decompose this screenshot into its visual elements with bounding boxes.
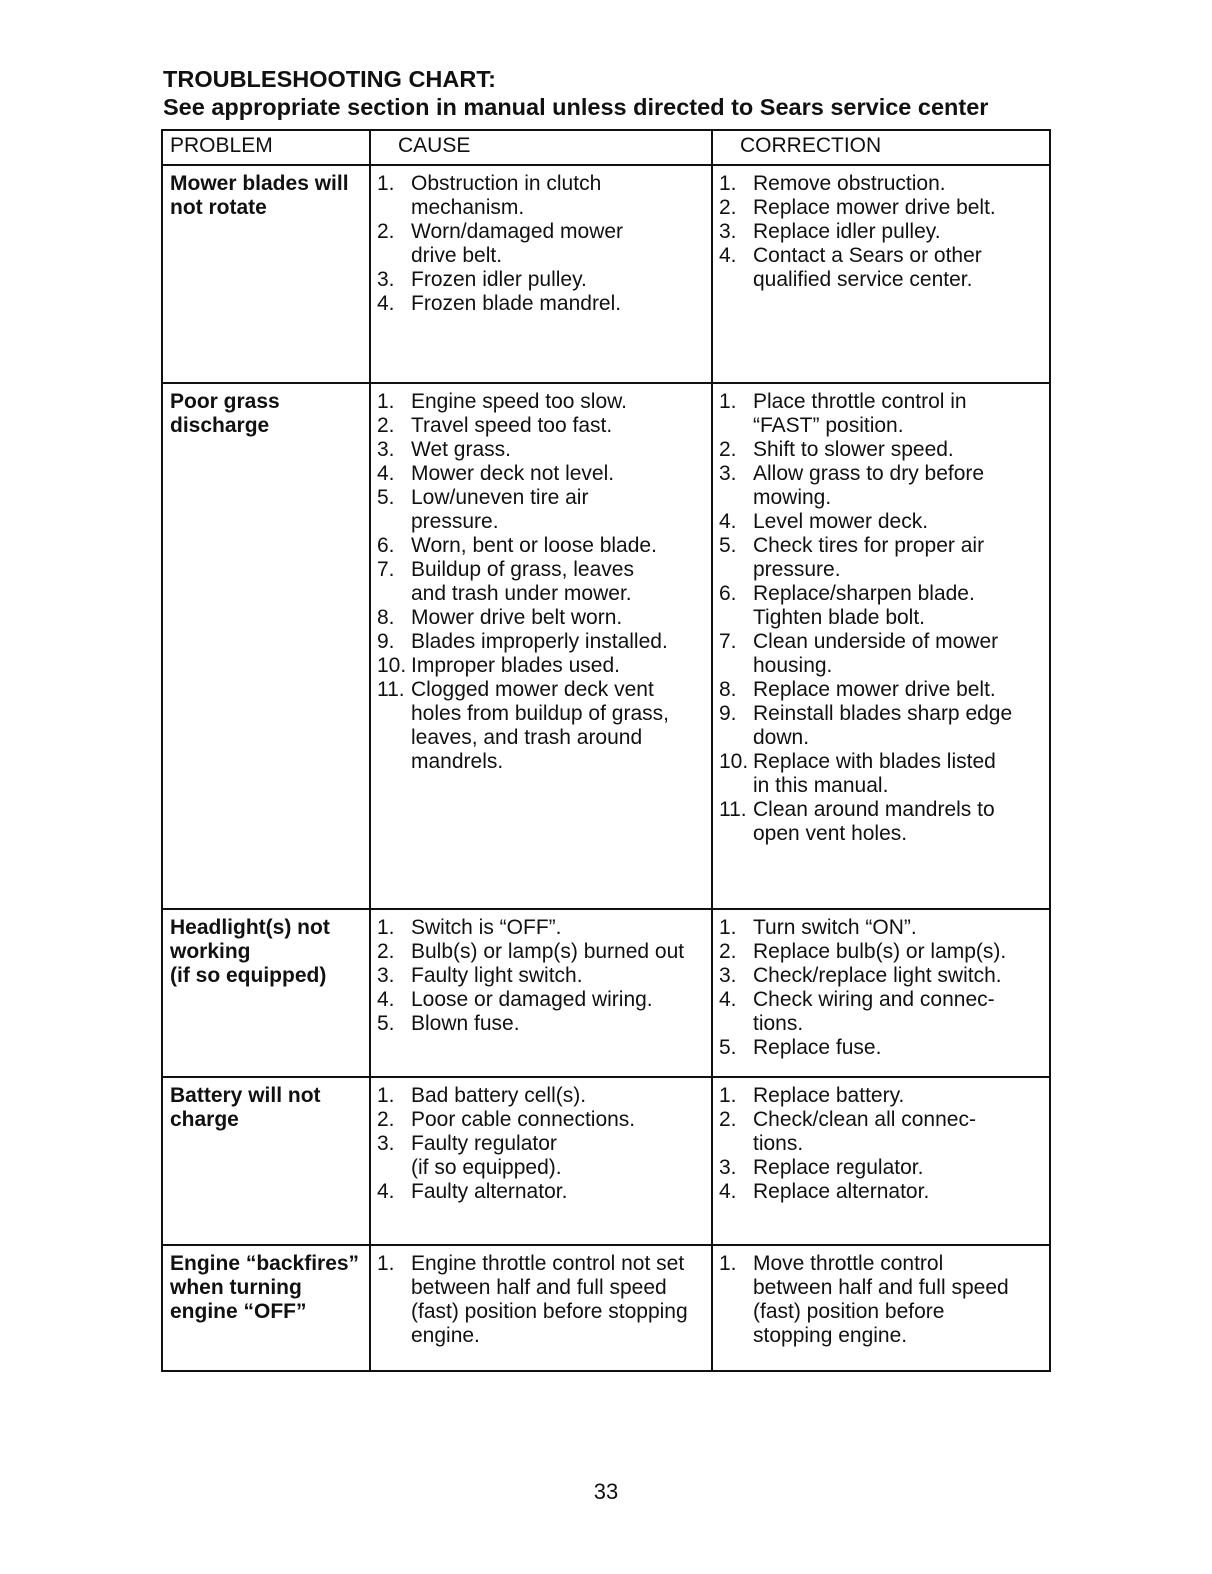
list-item	[719, 940, 1047, 964]
item-number: 2.	[719, 438, 737, 461]
item-number: 1.	[719, 1252, 737, 1275]
list-item	[377, 462, 709, 486]
item-text: Bad battery cell(s).	[411, 1084, 587, 1107]
list-item	[377, 988, 709, 1012]
list-item	[377, 438, 709, 462]
list-item	[719, 438, 1047, 462]
list-item	[719, 988, 1047, 1036]
list-item	[719, 510, 1047, 534]
problem-cell: Engine “backfires” when turning engine “OFF”	[162, 1245, 370, 1371]
list-item	[719, 220, 1047, 244]
list-item	[719, 798, 1047, 846]
item-text: Reinstall blades sharp edge down.	[753, 702, 1013, 749]
cause-list	[377, 172, 709, 316]
item-text: Check tires for proper air pressure.	[753, 534, 985, 581]
item-number: 2.	[719, 1108, 737, 1131]
item-number: 11.	[719, 798, 747, 821]
item-number: 10.	[719, 750, 749, 773]
item-text: Replace/sharpen blade. Tighten blade bolt.	[753, 582, 975, 629]
item-number: 3.	[719, 1156, 737, 1179]
cause-cell	[370, 383, 712, 909]
list-item	[719, 462, 1047, 510]
item-number: 7.	[719, 630, 737, 653]
item-text: Clean around mandrels to open vent holes.	[753, 798, 995, 845]
chart-subtitle: See appropriate section in manual unless directed to Sears service center	[163, 94, 989, 120]
item-number: 8.	[377, 606, 395, 629]
item-number: 6.	[719, 582, 737, 605]
item-text: Shift to slower speed.	[753, 438, 954, 461]
item-number: 2.	[377, 220, 395, 243]
item-number: 3.	[377, 1132, 395, 1155]
item-text: Blades improperly installed.	[411, 630, 668, 653]
item-number: 8.	[719, 678, 737, 701]
list-item	[377, 486, 709, 534]
item-number: 2.	[377, 414, 395, 437]
list-item	[719, 1180, 1047, 1204]
item-number: 1.	[719, 172, 737, 195]
list-item	[719, 678, 1047, 702]
item-text: Move throttle control between half and full speed (fast) position before stopping engine.	[753, 1252, 1009, 1347]
problem-column-header: PROBLEM	[162, 130, 370, 165]
table-row	[162, 1245, 1050, 1371]
item-text: Mower deck not level.	[411, 462, 615, 485]
item-text: Replace with blades listed in this manual.	[753, 750, 996, 797]
list-item	[377, 414, 709, 438]
list-item	[377, 390, 709, 414]
item-text: Replace regulator.	[753, 1156, 924, 1179]
list-item	[377, 940, 709, 964]
item-text: Faulty alternator.	[411, 1180, 568, 1203]
cause-cell	[370, 909, 712, 1077]
item-number: 1.	[377, 916, 395, 939]
cause-list	[377, 1084, 709, 1204]
item-text: Replace battery.	[753, 1084, 905, 1107]
page-number: 33	[593, 1479, 619, 1504]
item-number: 4.	[377, 988, 395, 1011]
item-number: 5.	[377, 486, 395, 509]
item-text: Improper blades used.	[411, 654, 620, 677]
item-number: 3.	[719, 964, 737, 987]
item-text: Replace fuse.	[753, 1036, 882, 1059]
table-row	[162, 383, 1050, 909]
table-row	[162, 1077, 1050, 1245]
item-number: 10.	[377, 654, 407, 677]
item-number: 1.	[377, 172, 395, 195]
item-number: 4.	[719, 510, 737, 533]
item-text: Blown fuse.	[411, 1012, 520, 1035]
item-text: Worn, bent or loose blade.	[411, 534, 657, 557]
item-number: 7.	[377, 558, 395, 581]
table-row	[162, 165, 1050, 383]
item-text: Level mower deck.	[753, 510, 929, 533]
list-item	[719, 1084, 1047, 1108]
list-item	[377, 1084, 709, 1108]
item-number: 1.	[719, 1084, 737, 1107]
item-text: Replace bulb(s) or lamp(s).	[753, 940, 1007, 963]
item-number: 4.	[377, 462, 395, 485]
item-text: Frozen blade mandrel.	[411, 292, 622, 315]
list-item	[377, 1108, 709, 1132]
list-item	[719, 916, 1047, 940]
header-row	[162, 130, 1050, 165]
item-text: Allow grass to dry before mowing.	[753, 462, 985, 509]
troubleshooting-table	[161, 129, 1051, 1372]
item-text: Wet grass.	[411, 438, 511, 461]
list-item	[719, 1036, 1047, 1060]
list-item	[719, 390, 1047, 438]
item-number: 9.	[719, 702, 737, 725]
list-item	[377, 964, 709, 988]
list-item	[719, 1252, 1047, 1348]
item-text: Remove obstruction.	[753, 172, 946, 195]
list-item	[377, 1012, 709, 1036]
item-number: 6.	[377, 534, 395, 557]
item-number: 1.	[377, 1252, 395, 1275]
item-number: 1.	[377, 1084, 395, 1107]
item-text: Low/uneven tire air pressure.	[411, 486, 589, 533]
item-text: Check/clean all connec- tions.	[753, 1108, 976, 1155]
correction-cell	[712, 383, 1050, 909]
list-item	[377, 558, 709, 606]
list-item	[377, 268, 709, 292]
list-item	[719, 534, 1047, 582]
cause-cell	[370, 1245, 712, 1371]
item-text: Switch is “OFF”.	[411, 916, 562, 939]
problem-cell: Mower blades will not rotate	[162, 165, 370, 383]
item-number: 4.	[719, 1180, 737, 1203]
item-number: 3.	[377, 268, 395, 291]
item-text: Clean underside of mower housing.	[753, 630, 999, 677]
item-number: 2.	[719, 940, 737, 963]
item-number: 11.	[377, 678, 405, 701]
item-number: 1.	[719, 916, 737, 939]
correction-column-header: CORRECTION	[712, 130, 1050, 165]
item-number: 2.	[719, 196, 737, 219]
item-text: Replace mower drive belt.	[753, 678, 996, 701]
cause-list	[377, 916, 709, 1036]
list-item	[377, 606, 709, 630]
item-number: 1.	[719, 390, 737, 413]
list-item	[377, 1180, 709, 1204]
item-text: Clogged mower deck vent holes from buildup of grass, leaves, and trash around mandrels.	[411, 678, 669, 773]
list-item	[377, 1132, 709, 1180]
item-text: Engine throttle control not set between half and full speed (fast) position before stopping engine.	[411, 1252, 688, 1347]
list-item	[719, 172, 1047, 196]
item-number: 4.	[377, 1180, 395, 1203]
item-text: Loose or damaged wiring.	[411, 988, 653, 1011]
item-number: 3.	[719, 462, 737, 485]
problem-cell: Headlight(s) not working (if so equipped)	[162, 909, 370, 1077]
item-number: 1.	[377, 390, 395, 413]
cause-column-header: CAUSE	[370, 130, 712, 165]
item-text: Buildup of grass, leaves and trash under mower.	[411, 558, 634, 605]
cause-list	[377, 390, 709, 774]
item-text: Poor cable connections.	[411, 1108, 636, 1131]
correction-cell	[712, 909, 1050, 1077]
correction-list	[719, 1252, 1047, 1348]
list-item	[377, 916, 709, 940]
item-text: Check/replace light switch.	[753, 964, 1002, 987]
item-number: 5.	[377, 1012, 395, 1035]
item-text: Replace idler pulley.	[753, 220, 941, 243]
item-number: 2.	[377, 940, 395, 963]
item-text: Travel speed too fast.	[411, 414, 613, 437]
correction-cell	[712, 1245, 1050, 1371]
item-text: Frozen idler pulley.	[411, 268, 587, 291]
item-number: 5.	[719, 1036, 737, 1059]
list-item	[719, 964, 1047, 988]
item-number: 9.	[377, 630, 395, 653]
item-text: Engine speed too slow.	[411, 390, 627, 413]
list-item	[377, 172, 709, 220]
table-row	[162, 909, 1050, 1077]
list-item	[719, 702, 1047, 750]
item-text: Replace mower drive belt.	[753, 196, 996, 219]
item-number: 5.	[719, 534, 737, 557]
list-item	[719, 630, 1047, 678]
list-item	[719, 1156, 1047, 1180]
list-item	[719, 582, 1047, 630]
list-item	[719, 750, 1047, 798]
correction-list	[719, 916, 1047, 1060]
item-number: 4.	[377, 292, 395, 315]
list-item	[719, 196, 1047, 220]
correction-cell	[712, 1077, 1050, 1245]
list-item	[719, 244, 1047, 292]
chart-title: TROUBLESHOOTING CHART:	[163, 66, 496, 92]
item-number: 3.	[377, 438, 395, 461]
item-text: Turn switch “ON”.	[753, 916, 917, 939]
item-text: Replace alternator.	[753, 1180, 930, 1203]
list-item	[377, 292, 709, 316]
problem-cell: Poor grass discharge	[162, 383, 370, 909]
cause-cell	[370, 1077, 712, 1245]
item-text: Contact a Sears or other qualified service center.	[753, 244, 982, 291]
item-text: Worn/damaged mower drive belt.	[411, 220, 624, 267]
correction-list	[719, 1084, 1047, 1204]
list-item	[377, 1252, 709, 1348]
item-text: Bulb(s) or lamp(s) burned out	[411, 940, 685, 963]
list-item	[377, 630, 709, 654]
item-text: Place throttle control in “FAST” position.	[753, 390, 967, 437]
item-text: Mower drive belt worn.	[411, 606, 623, 629]
cause-cell	[370, 165, 712, 383]
problem-cell: Battery will not charge	[162, 1077, 370, 1245]
list-item	[719, 1108, 1047, 1156]
correction-list	[719, 390, 1047, 846]
cause-list	[377, 1252, 709, 1348]
item-number: 2.	[377, 1108, 395, 1131]
list-item	[377, 678, 709, 774]
item-text: Faulty light switch.	[411, 964, 583, 987]
item-text: Check wiring and connec- tions.	[753, 988, 995, 1035]
item-number: 4.	[719, 988, 737, 1011]
item-text: Obstruction in clutch mechanism.	[411, 172, 602, 219]
item-number: 3.	[377, 964, 395, 987]
list-item	[377, 534, 709, 558]
correction-list	[719, 172, 1047, 292]
item-number: 4.	[719, 244, 737, 267]
item-text: Faulty regulator (if so equipped).	[411, 1132, 562, 1179]
item-number: 3.	[719, 220, 737, 243]
list-item	[377, 654, 709, 678]
list-item	[377, 220, 709, 268]
correction-cell	[712, 165, 1050, 383]
